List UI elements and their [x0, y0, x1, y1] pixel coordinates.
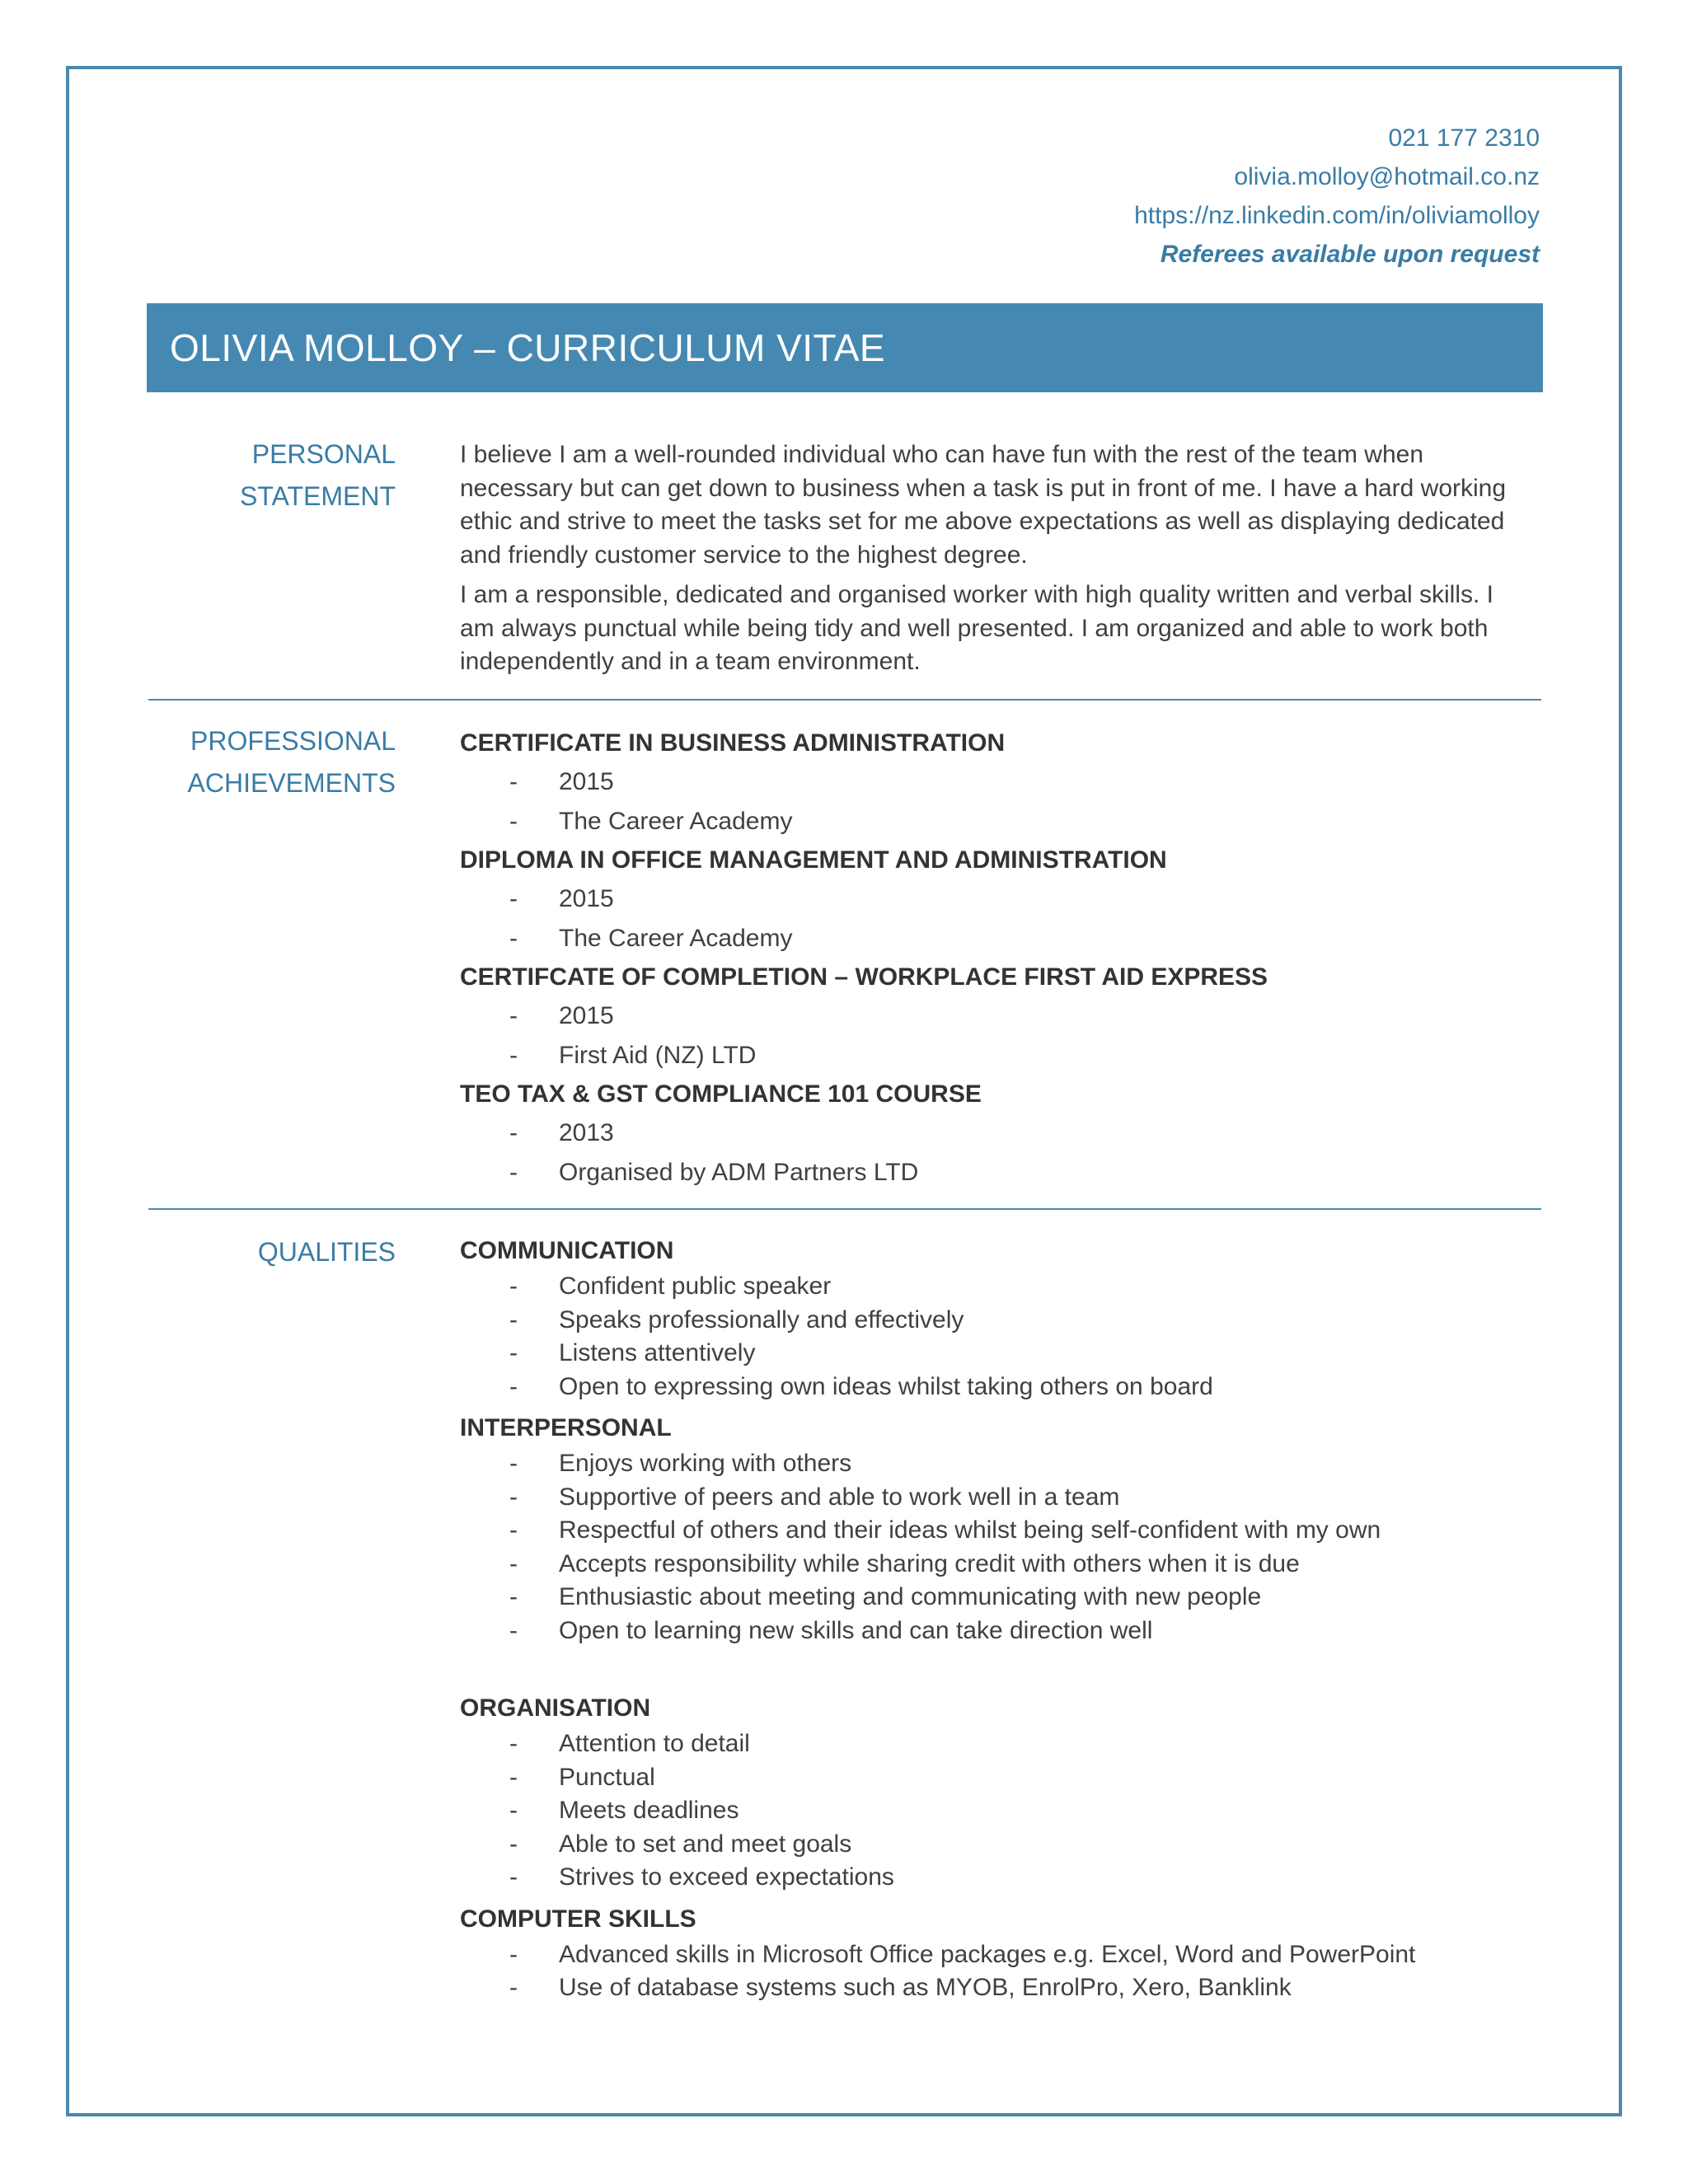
statement-paragraph: I believe I am a well-rounded individual who can have fun with the rest of the team when necessary but can get down to business when a task is put in front of me. I have a hard working ethic and strive to meet the tasks set for me above expectations as well as displaying dedicated and friendly customer service to the highest degree.	[460, 441, 1507, 569]
list-item: - Enjoys working with others	[509, 1450, 852, 1477]
list-item: - Advanced skills in Microsoft Office packages e.g. Excel, Word and PowerPoint	[509, 1940, 1416, 1968]
achievement-group	[460, 1075, 1531, 1192]
qualities-label: QUALITIES	[257, 1237, 396, 1267]
list-item: - Confident public speaker	[509, 1272, 832, 1300]
quality-heading: ORGANISATION	[460, 1694, 651, 1722]
qualities-body	[460, 1231, 1531, 2005]
statement-paragraph: I am a responsible, dedicated and organised worker with high quality written and verbal skills. I am always punctual while being tidy and well presented. I am organized and able to work both independently and in a team environment.	[460, 581, 1493, 675]
quality-group	[460, 1689, 1531, 1895]
list-item: - The Career Academy	[509, 924, 793, 952]
achievement-heading: TEO TAX & GST COMPLIANCE 101 COURSE	[460, 1080, 982, 1108]
achievement-heading: DIPLOMA IN OFFICE MANAGEMENT AND ADMINISTRATION	[460, 846, 1167, 874]
section-divider	[148, 1208, 1541, 1210]
page-title: OLIVIA MOLLOY – CURRICULUM VITAE	[170, 326, 886, 369]
quality-heading: INTERPERSONAL	[460, 1414, 672, 1441]
list-item: - Accepts responsibility while sharing credit with others when it is due	[509, 1549, 1300, 1577]
section-divider	[148, 699, 1541, 701]
title-bar	[147, 303, 1543, 392]
contact-block	[1134, 119, 1540, 274]
quality-heading: COMMUNICATION	[460, 1237, 674, 1264]
achievements-body	[460, 724, 1531, 1192]
personal-statement-label: PERSONAL STATEMENT	[239, 439, 396, 511]
list-item: - Open to learning new skills and can take direction well	[509, 1616, 1153, 1644]
achievement-group	[460, 724, 1531, 841]
quality-group	[460, 1900, 1531, 2005]
list-item: - Attention to detail	[509, 1730, 750, 1757]
list-item: - 2015	[509, 885, 614, 912]
contact-referees: Referees available upon request	[1160, 241, 1540, 268]
personal-statement-body	[460, 438, 1531, 686]
list-item: - Organised by ADM Partners LTD	[509, 1158, 919, 1186]
list-item: - Enthusiastic about meeting and communicating with new people	[509, 1583, 1262, 1610]
list-item: - Strives to exceed expectations	[509, 1863, 894, 1891]
list-item: - Able to set and meet goals	[509, 1830, 852, 1858]
list-item: - Supportive of peers and able to work well in a team	[509, 1483, 1120, 1511]
list-item: - Respectful of others and their ideas whilst being self-confident with my own	[509, 1516, 1381, 1544]
contact-linkedin[interactable]: https://nz.linkedin.com/in/oliviamolloy	[1134, 202, 1540, 229]
contact-email[interactable]: olivia.molloy@hotmail.co.nz	[1234, 163, 1540, 190]
list-item: - 2015	[509, 1002, 614, 1029]
quality-heading: COMPUTER SKILLS	[460, 1905, 696, 1933]
list-item: - 2015	[509, 768, 614, 795]
achievement-group	[460, 958, 1531, 1075]
list-item: - Punctual	[509, 1763, 655, 1791]
list-item: - Listens attentively	[509, 1339, 756, 1366]
list-item: - Meets deadlines	[509, 1797, 739, 1824]
list-item: - Speaks professionally and effectively	[509, 1305, 964, 1333]
quality-group	[460, 1408, 1531, 1647]
achievement-heading: CERTIFICATE IN BUSINESS ADMINISTRATION	[460, 729, 1006, 757]
quality-group	[460, 1231, 1531, 1404]
achievement-group	[460, 841, 1531, 958]
achievements-label: PROFESSIONAL ACHIEVEMENTS	[187, 726, 396, 798]
list-item: - Open to expressing own ideas whilst taking others on board	[509, 1372, 1213, 1400]
list-item: - First Aid (NZ) LTD	[509, 1041, 757, 1069]
achievement-heading: CERTIFCATE OF COMPLETION – WORKPLACE FIRST AID EXPRESS	[460, 963, 1268, 991]
contact-phone: 021 177 2310	[1388, 124, 1540, 152]
list-item: - Use of database systems such as MYOB, EnrolPro, Xero, Banklink	[509, 1974, 1292, 2001]
list-item: - The Career Academy	[509, 807, 793, 835]
list-item: - 2013	[509, 1119, 614, 1146]
